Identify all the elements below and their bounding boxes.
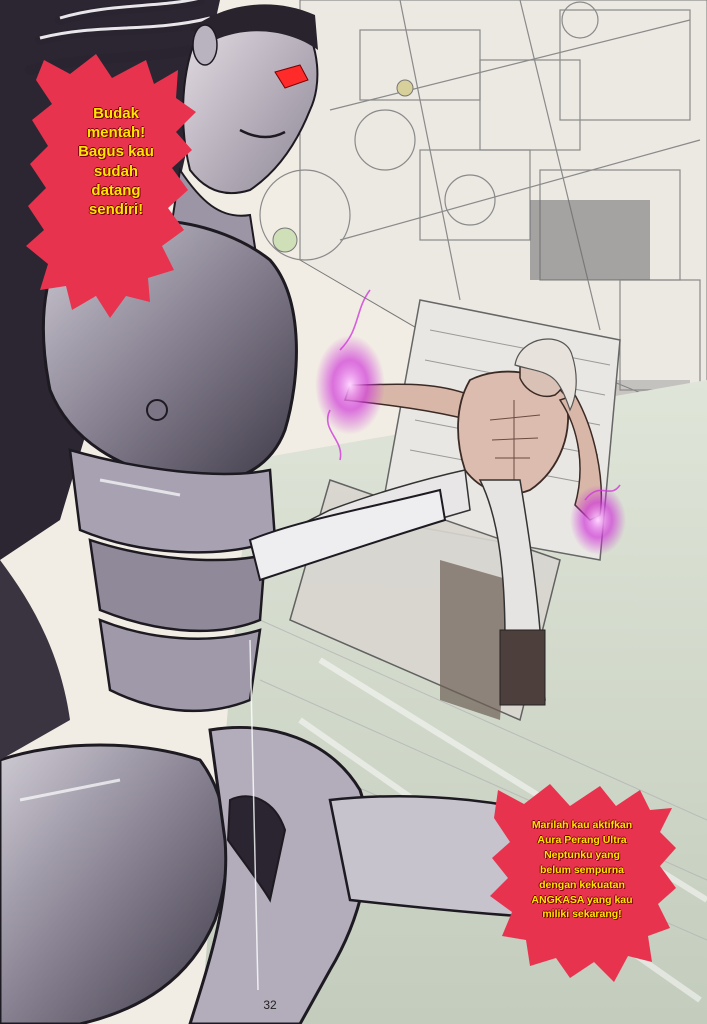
speech-bubble-narration-text: Marilah kau aktifkan Aura Perang Ultra Neptunku yang belum sempurna dengan kekuatan ANGKASA yang kau miliki sekarang!: [531, 819, 633, 921]
page-number: 32: [263, 998, 277, 1012]
energy-aura-right: [570, 485, 626, 555]
energy-aura-left: [315, 335, 385, 435]
speech-bubble-villain-text: Budak mentah! Bagus kau sudah datang sendiri!: [78, 105, 154, 218]
